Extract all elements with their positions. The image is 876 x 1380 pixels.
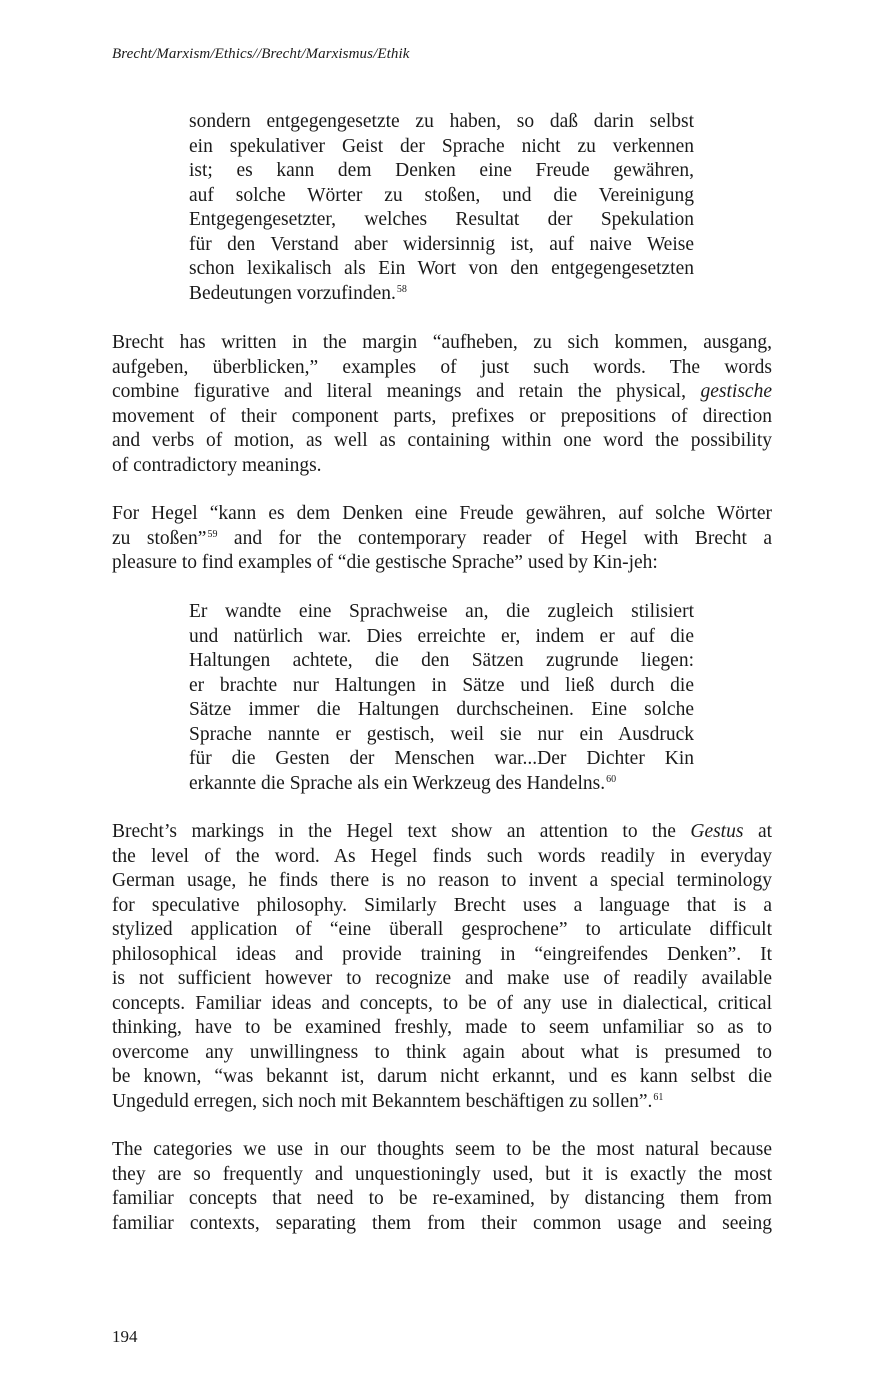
paragraph-line <box>112 380 772 405</box>
quote-line: Er wandte eine Sprachweise an, die zugleich stilisiert <box>189 601 694 622</box>
paragraph-line: be known, “was bekannt ist, darum nicht erkannt, und es kann selbst die <box>112 1066 772 1087</box>
page-number: 194 <box>112 1327 138 1346</box>
paragraph-brecht-markings <box>112 820 772 1114</box>
quote-line: ein spekulativer Geist der Sprache nicht zu verkennen <box>189 135 694 157</box>
paragraph-text: and for the contemporary reader of Hegel with Brecht a <box>217 527 772 549</box>
quote-line: schon lexikalisch als Ein Wort von den entgegengesetzten <box>189 258 694 279</box>
paragraph-text: at <box>757 821 773 842</box>
footnote-marker: 58 <box>396 283 407 295</box>
paragraph-line: philosophical ideas and provide training in “eingreifendes Denken”. It <box>112 943 772 965</box>
quote-line: Sätze immer die Haltungen durchscheinen. Eine solche <box>189 699 694 720</box>
quote-line: und natürlich war. Dies erreichte er, indem er auf die <box>189 625 694 647</box>
paragraph-hegel-pleasure <box>112 502 772 576</box>
quote-line: Sprache nannte er gestisch, weil sie nur ein Ausdruck <box>189 723 694 745</box>
paragraph-line: is not sufficient however to recognize and make use of readily available <box>112 968 772 989</box>
paragraph-line: for speculative philosophy. Similarly Brecht uses a language that is a <box>112 894 772 916</box>
paragraph-line-last <box>112 1090 772 1115</box>
running-head: Brecht/Marxism/Ethics//Brecht/Marxismus/Ethik <box>112 46 410 62</box>
paragraph-categories <box>112 1138 772 1236</box>
paragraph-line: pleasure to find examples of “die gestische Sprache” used by Kin-jeh: <box>112 552 658 573</box>
italic-term: gestische <box>700 381 772 402</box>
paragraph-text: combine figurative and literal meanings and retain the physical, <box>112 381 686 402</box>
quote-text: erkannte die Sprache als ein Werkzeug des Handelns. <box>189 772 606 794</box>
paragraph-line: For Hegel “kann es dem Denken eine Freude gewähren, auf solche Wörter <box>112 503 772 524</box>
paragraph-text: zu stoßen” <box>112 527 207 549</box>
paragraph-line <box>112 820 772 845</box>
paragraph-line: they are so frequently and unquestioningly used, but it is exactly the most <box>112 1163 772 1185</box>
paragraph-line: movement of their component parts, prefixes or prepositions of direction <box>112 405 772 427</box>
italic-term: Gestus <box>690 821 744 842</box>
quote-line-last <box>189 282 694 307</box>
paragraph-line: stylized application of “eine überall gesprochene” to articulate difficult <box>112 919 772 940</box>
quote-line: er brachte nur Haltungen in Sätze und ließ durch die <box>189 674 694 696</box>
paragraph-line: familiar contexts, separating them from their common usage and seeing <box>112 1212 772 1234</box>
footnote-marker: 61 <box>653 1091 664 1103</box>
quote-line: Haltungen achtete, die den Sätzen zugrunde liegen: <box>189 650 694 671</box>
footnote-marker: 59 <box>207 528 218 540</box>
paragraph-line <box>112 527 772 552</box>
paragraph-line: the level of the word. As Hegel finds such words readily in everyday <box>112 845 772 867</box>
paragraph-text: Ungeduld erregen, sich noch mit Bekanntem beschäftigen zu sollen”. <box>112 1090 653 1112</box>
paragraph-line: Brecht has written in the margin “aufheben, zu sich kommen, ausgang, <box>112 332 772 353</box>
paragraph-line: aufgeben, überblicken,” examples of just such words. The words <box>112 356 772 378</box>
paragraph-line: concepts. Familiar ideas and concepts, to be of any use in dialectical, critical <box>112 992 772 1014</box>
block-quote-hegel <box>189 110 694 306</box>
quote-line-last <box>189 772 694 797</box>
footnote-marker: 60 <box>606 773 617 785</box>
quote-line: für den Verstand aber widersinnig ist, auf naive Weise <box>189 233 694 255</box>
paragraph-line: thinking, have to be examined freshly, made to seem unfamiliar so as to <box>112 1017 772 1038</box>
quote-line: Entgegengesetzter, welches Resultat der Spekulation <box>189 209 694 230</box>
block-quote-kin-jeh <box>189 600 694 796</box>
quote-text: Bedeutungen vorzufinden. <box>189 282 396 304</box>
paragraph-line: and verbs of motion, as well as containing within one word the possibility <box>112 430 772 451</box>
paragraph-line: German usage, he finds there is no reason to invent a special terminology <box>112 870 772 891</box>
paragraph-line: The categories we use in our thoughts seem to be the most natural because <box>112 1139 772 1160</box>
quote-line: sondern entgegengesetzte zu haben, so daß darin selbst <box>189 111 694 132</box>
quote-line: für die Gesten der Menschen war...Der Dichter Kin <box>189 748 694 769</box>
paragraph-margin-notes <box>112 331 772 478</box>
paragraph-line: overcome any unwillingness to think again about what is presumed to <box>112 1041 772 1063</box>
quote-line: auf solche Wörter zu stoßen, und die Vereinigung <box>189 184 694 206</box>
paragraph-line: of contradictory meanings. <box>112 454 322 476</box>
paragraph-line: familiar concepts that need to be re-examined, by distancing them from <box>112 1188 772 1209</box>
paragraph-text: Brecht’s markings in the Hegel text show an attention to the <box>112 821 676 842</box>
quote-line: ist; es kann dem Denken eine Freude gewähren, <box>189 160 694 181</box>
